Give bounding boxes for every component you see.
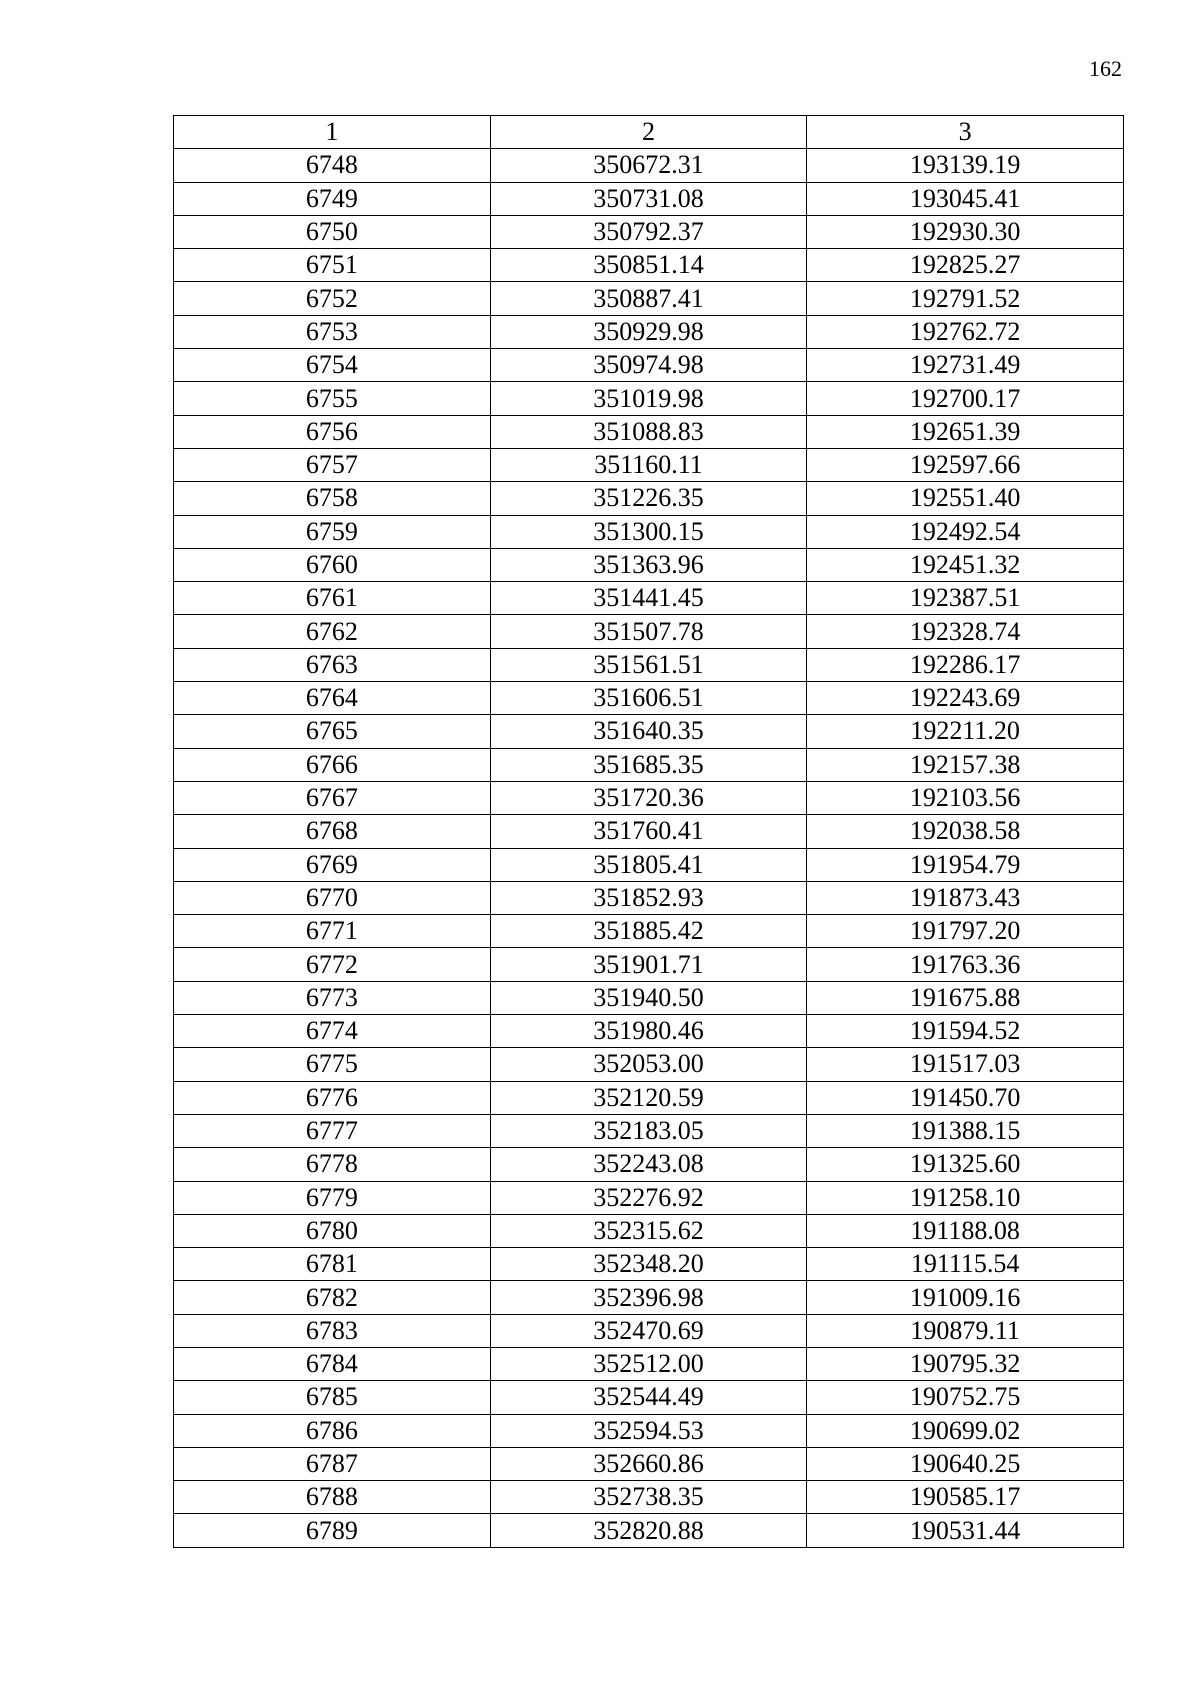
- x-coordinate-cell: 351507.78: [490, 615, 807, 648]
- x-coordinate-cell: 352470.69: [490, 1314, 807, 1347]
- point-number-cell: 6751: [174, 249, 491, 282]
- table-row: [174, 215, 1124, 248]
- table-row: [174, 781, 1124, 814]
- point-number-cell: 6780: [174, 1214, 491, 1247]
- table-row: [174, 1314, 1124, 1347]
- x-coordinate-cell: 350792.37: [490, 215, 807, 248]
- header-row: [174, 116, 1124, 149]
- y-coordinate-cell: 192825.27: [807, 249, 1124, 282]
- point-number-cell: 6776: [174, 1081, 491, 1114]
- point-number-cell: 6755: [174, 382, 491, 415]
- y-coordinate-cell: 192597.66: [807, 448, 1124, 481]
- point-number-cell: 6750: [174, 215, 491, 248]
- table-row: [174, 915, 1124, 948]
- column-header-1: 1: [174, 116, 491, 149]
- x-coordinate-cell: 352512.00: [490, 1347, 807, 1380]
- x-coordinate-cell: 352243.08: [490, 1148, 807, 1181]
- table-row: [174, 881, 1124, 914]
- x-coordinate-cell: 352348.20: [490, 1248, 807, 1281]
- x-coordinate-cell: 351805.41: [490, 848, 807, 881]
- y-coordinate-cell: 190699.02: [807, 1414, 1124, 1447]
- x-coordinate-cell: 352315.62: [490, 1214, 807, 1247]
- page-number: 162: [1089, 56, 1122, 81]
- coordinates-table: [173, 115, 1124, 1548]
- x-coordinate-cell: 350731.08: [490, 182, 807, 215]
- point-number-cell: 6760: [174, 548, 491, 581]
- y-coordinate-cell: 192286.17: [807, 648, 1124, 681]
- y-coordinate-cell: 191258.10: [807, 1181, 1124, 1214]
- column-header-2: 2: [490, 116, 807, 149]
- point-number-cell: 6749: [174, 182, 491, 215]
- point-number-cell: 6783: [174, 1314, 491, 1347]
- y-coordinate-cell: 191594.52: [807, 1015, 1124, 1048]
- table-row: [174, 382, 1124, 415]
- x-coordinate-cell: 352053.00: [490, 1048, 807, 1081]
- point-number-cell: 6748: [174, 149, 491, 182]
- x-coordinate-cell: 350887.41: [490, 282, 807, 315]
- x-coordinate-cell: 351720.36: [490, 781, 807, 814]
- y-coordinate-cell: 192791.52: [807, 282, 1124, 315]
- y-coordinate-cell: 191450.70: [807, 1081, 1124, 1114]
- x-coordinate-cell: 351363.96: [490, 548, 807, 581]
- y-coordinate-cell: 193139.19: [807, 149, 1124, 182]
- point-number-cell: 6769: [174, 848, 491, 881]
- point-number-cell: 6781: [174, 1248, 491, 1281]
- point-number-cell: 6784: [174, 1347, 491, 1380]
- table-row: [174, 448, 1124, 481]
- y-coordinate-cell: 190879.11: [807, 1314, 1124, 1347]
- point-number-cell: 6779: [174, 1181, 491, 1214]
- point-number-cell: 6778: [174, 1148, 491, 1181]
- y-coordinate-cell: 192387.51: [807, 582, 1124, 615]
- point-number-cell: 6770: [174, 881, 491, 914]
- y-coordinate-cell: 192930.30: [807, 215, 1124, 248]
- x-coordinate-cell: 352594.53: [490, 1414, 807, 1447]
- table-row: [174, 815, 1124, 848]
- x-coordinate-cell: 351606.51: [490, 682, 807, 715]
- point-number-cell: 6761: [174, 582, 491, 615]
- x-coordinate-cell: 351160.11: [490, 448, 807, 481]
- x-coordinate-cell: 351980.46: [490, 1015, 807, 1048]
- point-number-cell: 6785: [174, 1381, 491, 1414]
- table-row: [174, 1481, 1124, 1514]
- y-coordinate-cell: 192651.39: [807, 415, 1124, 448]
- x-coordinate-cell: 351901.71: [490, 948, 807, 981]
- column-header-3: 3: [807, 116, 1124, 149]
- table-row: [174, 748, 1124, 781]
- point-number-cell: 6754: [174, 349, 491, 382]
- x-coordinate-cell: 351441.45: [490, 582, 807, 615]
- table-row: [174, 1414, 1124, 1447]
- point-number-cell: 6773: [174, 981, 491, 1014]
- y-coordinate-cell: 191517.03: [807, 1048, 1124, 1081]
- table-row: [174, 1015, 1124, 1048]
- table-row: [174, 282, 1124, 315]
- table-row: [174, 1148, 1124, 1181]
- table-row: [174, 615, 1124, 648]
- table-row: [174, 648, 1124, 681]
- point-number-cell: 6788: [174, 1481, 491, 1514]
- y-coordinate-cell: 191115.54: [807, 1248, 1124, 1281]
- y-coordinate-cell: 192731.49: [807, 349, 1124, 382]
- table-row: [174, 315, 1124, 348]
- point-number-cell: 6763: [174, 648, 491, 681]
- point-number-cell: 6768: [174, 815, 491, 848]
- x-coordinate-cell: 352120.59: [490, 1081, 807, 1114]
- table-row: [174, 548, 1124, 581]
- table-row: [174, 149, 1124, 182]
- table-row: [174, 1347, 1124, 1380]
- point-number-cell: 6752: [174, 282, 491, 315]
- x-coordinate-cell: 351685.35: [490, 748, 807, 781]
- table-header: [174, 116, 1124, 149]
- point-number-cell: 6774: [174, 1015, 491, 1048]
- y-coordinate-cell: 190752.75: [807, 1381, 1124, 1414]
- table-row: [174, 1114, 1124, 1147]
- table-row: [174, 1048, 1124, 1081]
- y-coordinate-cell: 191325.60: [807, 1148, 1124, 1181]
- y-coordinate-cell: 190640.25: [807, 1447, 1124, 1480]
- x-coordinate-cell: 351940.50: [490, 981, 807, 1014]
- point-number-cell: 6764: [174, 682, 491, 715]
- y-coordinate-cell: 192700.17: [807, 382, 1124, 415]
- x-coordinate-cell: 352660.86: [490, 1447, 807, 1480]
- point-number-cell: 6757: [174, 448, 491, 481]
- y-coordinate-cell: 190585.17: [807, 1481, 1124, 1514]
- y-coordinate-cell: 190531.44: [807, 1514, 1124, 1547]
- x-coordinate-cell: 351226.35: [490, 482, 807, 515]
- point-number-cell: 6775: [174, 1048, 491, 1081]
- y-coordinate-cell: 192451.32: [807, 548, 1124, 581]
- x-coordinate-cell: 351300.15: [490, 515, 807, 548]
- point-number-cell: 6766: [174, 748, 491, 781]
- table-row: [174, 682, 1124, 715]
- x-coordinate-cell: 351019.98: [490, 382, 807, 415]
- x-coordinate-cell: 351760.41: [490, 815, 807, 848]
- y-coordinate-cell: 193045.41: [807, 182, 1124, 215]
- point-number-cell: 6753: [174, 315, 491, 348]
- table-row: [174, 415, 1124, 448]
- table-row: [174, 1281, 1124, 1314]
- y-coordinate-cell: 191675.88: [807, 981, 1124, 1014]
- y-coordinate-cell: 192038.58: [807, 815, 1124, 848]
- y-coordinate-cell: 192551.40: [807, 482, 1124, 515]
- table-row: [174, 582, 1124, 615]
- point-number-cell: 6777: [174, 1114, 491, 1147]
- y-coordinate-cell: 192328.74: [807, 615, 1124, 648]
- table-row: [174, 1081, 1124, 1114]
- table-row: [174, 1248, 1124, 1281]
- y-coordinate-cell: 191873.43: [807, 881, 1124, 914]
- point-number-cell: 6756: [174, 415, 491, 448]
- point-number-cell: 6787: [174, 1447, 491, 1480]
- table-row: [174, 1381, 1124, 1414]
- y-coordinate-cell: 191763.36: [807, 948, 1124, 981]
- x-coordinate-cell: 352820.88: [490, 1514, 807, 1547]
- point-number-cell: 6767: [174, 781, 491, 814]
- point-number-cell: 6786: [174, 1414, 491, 1447]
- y-coordinate-cell: 191388.15: [807, 1114, 1124, 1147]
- y-coordinate-cell: 190795.32: [807, 1347, 1124, 1380]
- y-coordinate-cell: 191797.20: [807, 915, 1124, 948]
- x-coordinate-cell: 351852.93: [490, 881, 807, 914]
- y-coordinate-cell: 192103.56: [807, 781, 1124, 814]
- x-coordinate-cell: 351885.42: [490, 915, 807, 948]
- table-row: [174, 981, 1124, 1014]
- table-row: [174, 515, 1124, 548]
- x-coordinate-cell: 351088.83: [490, 415, 807, 448]
- y-coordinate-cell: 192492.54: [807, 515, 1124, 548]
- y-coordinate-cell: 192157.38: [807, 748, 1124, 781]
- point-number-cell: 6758: [174, 482, 491, 515]
- x-coordinate-cell: 352276.92: [490, 1181, 807, 1214]
- table-row: [174, 249, 1124, 282]
- table-row: [174, 1514, 1124, 1547]
- point-number-cell: 6762: [174, 615, 491, 648]
- y-coordinate-cell: 191188.08: [807, 1214, 1124, 1247]
- table-row: [174, 182, 1124, 215]
- point-number-cell: 6782: [174, 1281, 491, 1314]
- x-coordinate-cell: 351640.35: [490, 715, 807, 748]
- y-coordinate-cell: 192211.20: [807, 715, 1124, 748]
- table-row: [174, 948, 1124, 981]
- y-coordinate-cell: 192762.72: [807, 315, 1124, 348]
- table-body: [174, 149, 1124, 1547]
- point-number-cell: 6771: [174, 915, 491, 948]
- x-coordinate-cell: 350851.14: [490, 249, 807, 282]
- table-row: [174, 482, 1124, 515]
- point-number-cell: 6765: [174, 715, 491, 748]
- x-coordinate-cell: 352544.49: [490, 1381, 807, 1414]
- point-number-cell: 6772: [174, 948, 491, 981]
- table-row: [174, 848, 1124, 881]
- x-coordinate-cell: 350929.98: [490, 315, 807, 348]
- table-row: [174, 1181, 1124, 1214]
- table-row: [174, 1214, 1124, 1247]
- point-number-cell: 6789: [174, 1514, 491, 1547]
- table-row: [174, 349, 1124, 382]
- point-number-cell: 6759: [174, 515, 491, 548]
- x-coordinate-cell: 352396.98: [490, 1281, 807, 1314]
- y-coordinate-cell: 192243.69: [807, 682, 1124, 715]
- y-coordinate-cell: 191954.79: [807, 848, 1124, 881]
- x-coordinate-cell: 350974.98: [490, 349, 807, 382]
- table-row: [174, 715, 1124, 748]
- x-coordinate-cell: 351561.51: [490, 648, 807, 681]
- table-row: [174, 1447, 1124, 1480]
- y-coordinate-cell: 191009.16: [807, 1281, 1124, 1314]
- x-coordinate-cell: 352183.05: [490, 1114, 807, 1147]
- x-coordinate-cell: 352738.35: [490, 1481, 807, 1514]
- x-coordinate-cell: 350672.31: [490, 149, 807, 182]
